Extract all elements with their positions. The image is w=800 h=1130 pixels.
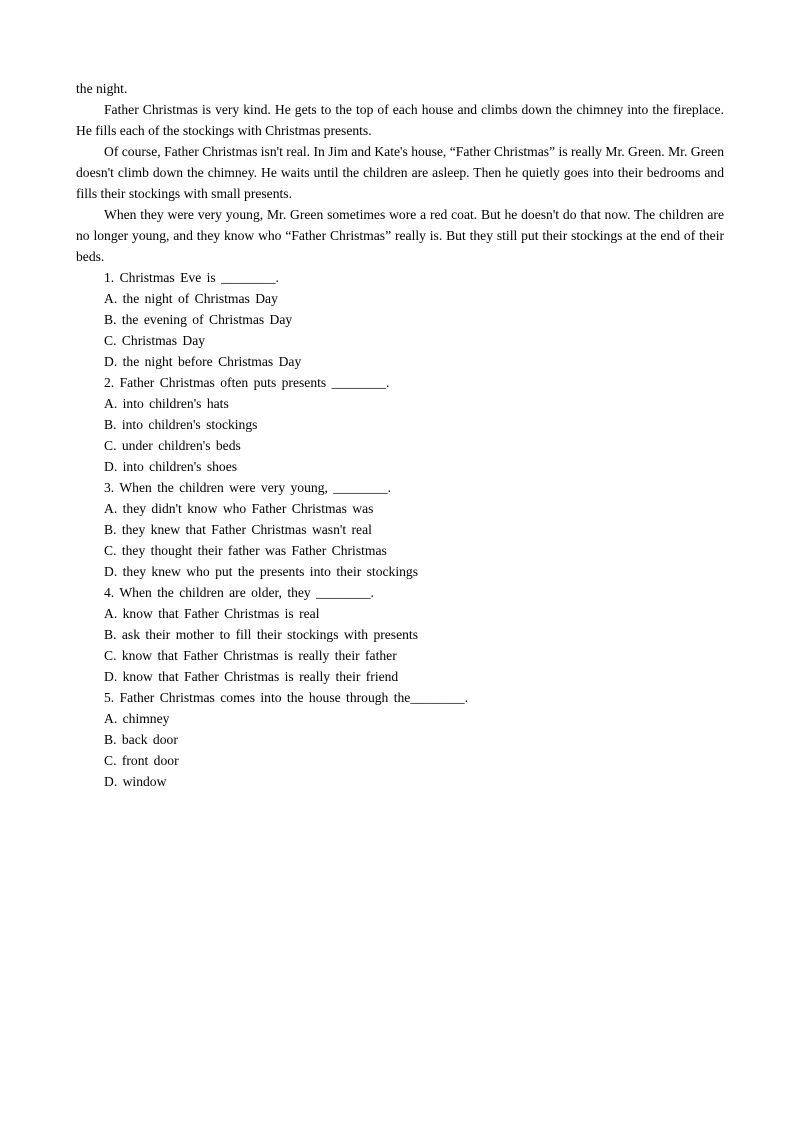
answer-option: C. front door	[104, 753, 179, 768]
question-3	[76, 477, 724, 582]
answer-option: D. they knew who put the presents into their stockings	[104, 564, 418, 579]
answer-option: B. they knew that Father Christmas wasn't real	[104, 522, 372, 537]
passage-paragraph: Of course, Father Christmas isn't real. In Jim and Kate's house, “Father Christmas” is really Mr. Green. Mr. Green doesn't climb down the chimney. He waits until the children are asleep. Then he quietly goes into their bedrooms and fills their stockings with small presents.	[76, 144, 724, 201]
answer-option: A. chimney	[104, 711, 170, 726]
answer-option: B. the evening of Christmas Day	[104, 312, 293, 327]
answer-option: A. they didn't know who Father Christmas was	[104, 501, 374, 516]
answer-option: B. into children's stockings	[104, 417, 258, 432]
answer-option: C. Christmas Day	[104, 333, 206, 348]
passage-paragraph: When they were very young, Mr. Green sometimes wore a red coat. But he doesn't do that now. The children are no longer young, and they know who “Father Christmas” really is. But they still put their stockings at the end of their beds.	[76, 207, 724, 264]
question-stem: 3. When the children were very young, ________.	[104, 480, 392, 495]
question-stem: 2. Father Christmas often puts presents ________.	[104, 375, 390, 390]
answer-option: B. back door	[104, 732, 178, 747]
answer-option: C. they thought their father was Father Christmas	[104, 543, 387, 558]
answer-option: D. window	[104, 774, 167, 789]
question-stem: 1. Christmas Eve is ________.	[104, 270, 279, 285]
passage-paragraph: Father Christmas is very kind. He gets to the top of each house and climbs down the chimney into the fireplace. He fills each of the stockings with Christmas presents.	[76, 102, 724, 138]
answer-option: D. the night before Christmas Day	[104, 354, 302, 369]
passage-paragraph: the night.	[76, 81, 128, 96]
question-1	[76, 267, 724, 372]
answer-option: A. the night of Christmas Day	[104, 291, 278, 306]
answer-option: C. know that Father Christmas is really their father	[104, 648, 397, 663]
question-stem: 4. When the children are older, they ________.	[104, 585, 374, 600]
answer-option: D. into children's shoes	[104, 459, 238, 474]
answer-option: D. know that Father Christmas is really their friend	[104, 669, 399, 684]
question-stem: 5. Father Christmas comes into the house through the________.	[104, 690, 469, 705]
question-2	[76, 372, 724, 477]
question-5	[76, 687, 724, 792]
document-page	[76, 78, 724, 792]
question-4	[76, 582, 724, 687]
answer-option: A. know that Father Christmas is real	[104, 606, 320, 621]
answer-option: A. into children's hats	[104, 396, 229, 411]
answer-option: C. under children's beds	[104, 438, 241, 453]
answer-option: B. ask their mother to fill their stockings with presents	[104, 627, 418, 642]
